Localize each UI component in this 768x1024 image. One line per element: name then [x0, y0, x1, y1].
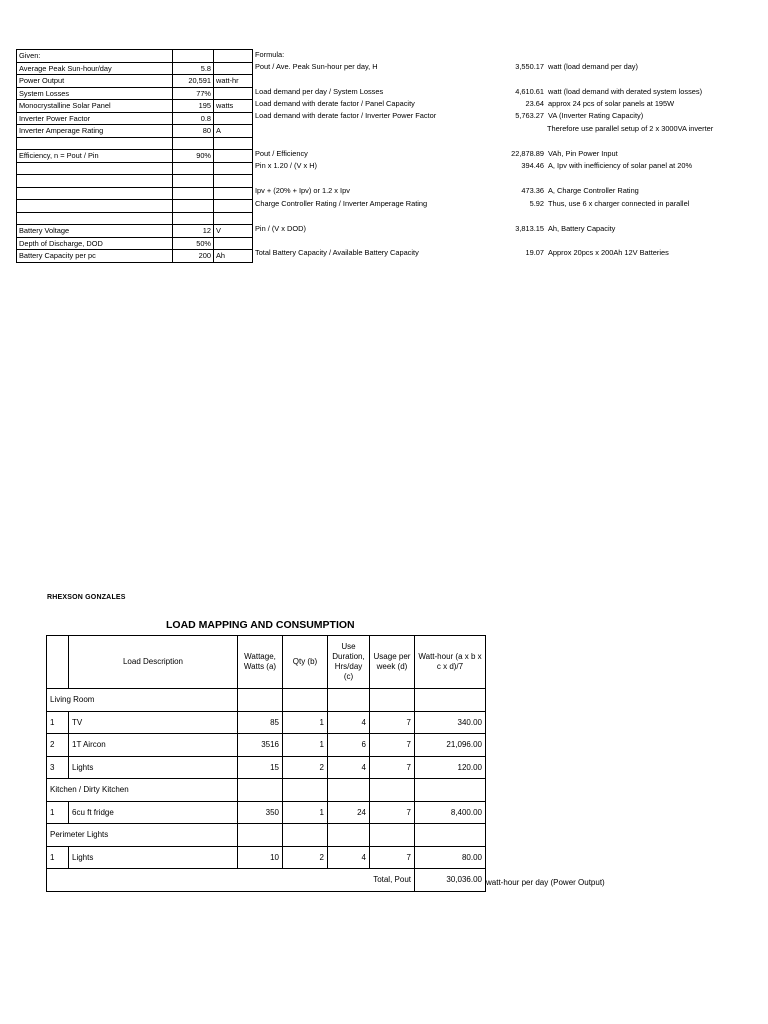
formula-expression: Load demand with derate factor / Inverter Power Factor — [255, 111, 437, 120]
given-row — [17, 175, 253, 188]
formula-description: Approx 20pcs x 200Ah 12V Batteries — [548, 248, 669, 257]
header-load-description: Load Description — [69, 636, 238, 689]
cell-desc: 1T Aircon — [69, 734, 238, 757]
formula-expression: Pout / Ave. Peak Sun-hour per day, H — [255, 62, 378, 71]
section-row — [47, 779, 486, 802]
given-label: Inverter Power Factor — [17, 112, 173, 125]
formula-expression: Pin x 1.20 / (V x H) — [255, 161, 318, 170]
given-unit — [214, 150, 253, 163]
formula-expression: Total Battery Capacity / Available Battery Capacity — [255, 248, 419, 257]
given-row — [17, 250, 253, 263]
given-row — [17, 200, 253, 213]
load-header-row — [47, 636, 486, 689]
given-value: 50% — [173, 237, 214, 250]
given-row — [17, 225, 253, 238]
cell-no: 1 — [47, 846, 69, 869]
cell-no: 3 — [47, 756, 69, 779]
given-label: Monocrystalline Solar Panel — [17, 100, 173, 113]
given-table — [16, 49, 253, 263]
given-value — [173, 212, 214, 225]
given-unit — [214, 112, 253, 125]
cell-qty: 1 — [283, 711, 328, 734]
cell-desc: TV — [69, 711, 238, 734]
header-qty: Qty (b) — [283, 636, 328, 689]
given-label — [17, 200, 173, 213]
given-row — [17, 125, 253, 138]
given-value — [173, 137, 214, 150]
given-value: 5.8 — [173, 62, 214, 75]
given-unit: watt-hr — [214, 75, 253, 88]
given-label: Efficiency, n = Pout / Pin — [17, 150, 173, 163]
given-row — [17, 100, 253, 113]
given-row — [17, 212, 253, 225]
cell-usage: 7 — [370, 801, 415, 824]
cell-no: 1 — [47, 801, 69, 824]
given-unit — [214, 200, 253, 213]
given-label: Depth of Discharge, DOD — [17, 237, 173, 250]
header-usage: Usage per week (d) — [370, 636, 415, 689]
formula-description: VAh, Pin Power Input — [548, 149, 618, 158]
given-unit — [214, 175, 253, 188]
given-value: 77% — [173, 87, 214, 100]
formula-result: 5.92 — [529, 199, 544, 208]
cell-desc: 6cu ft fridge — [69, 801, 238, 824]
cell-usage: 7 — [370, 756, 415, 779]
cell-wattage: 15 — [238, 756, 283, 779]
given-row — [17, 162, 253, 175]
given-value: 20,591 — [173, 75, 214, 88]
table-row — [47, 801, 486, 824]
given-label — [17, 212, 173, 225]
formula-description: Thus, use 6 x charger connected in parallel — [548, 199, 690, 208]
total-note: watt-hour per day (Power Output) — [486, 878, 605, 887]
load-mapping-table — [46, 635, 486, 892]
cell-wh: 80.00 — [415, 846, 486, 869]
given-label — [17, 187, 173, 200]
formula-expression: Load demand per day / System Losses — [255, 87, 384, 96]
formula-header: Formula: — [255, 50, 285, 59]
formula-result: 22,878.89 — [511, 149, 544, 158]
formula-description: watt (load demand with derated system losses) — [548, 87, 703, 96]
cell-wh: 8,400.00 — [415, 801, 486, 824]
section-name: Perimeter Lights — [47, 824, 238, 847]
given-unit: Ah — [214, 250, 253, 263]
formula-description: approx 24 pcs of solar panels at 195W — [548, 99, 675, 108]
cell-qty: 1 — [283, 801, 328, 824]
header-duration: Use Duration, Hrs/day (c) — [328, 636, 370, 689]
given-value: 80 — [173, 125, 214, 138]
given-header: Given: — [17, 50, 173, 63]
given-label: Battery Capacity per pc — [17, 250, 173, 263]
section-name: Kitchen / Dirty Kitchen — [47, 779, 238, 802]
given-unit — [214, 212, 253, 225]
formula-expression: Pout / Efficiency — [255, 149, 308, 158]
cell-usage: 7 — [370, 711, 415, 734]
cell-wattage: 350 — [238, 801, 283, 824]
cell-usage: 7 — [370, 734, 415, 757]
formula-result: 3,813.15 — [515, 224, 544, 233]
given-label: Inverter Amperage Rating — [17, 125, 173, 138]
cell-usage: 7 — [370, 846, 415, 869]
cell-qty: 2 — [283, 846, 328, 869]
given-unit — [214, 87, 253, 100]
author-name: RHEXSON GONZALES — [47, 594, 126, 601]
table-row — [47, 734, 486, 757]
total-row — [47, 869, 486, 892]
formula-expression: Pin / (V x DOD) — [255, 224, 306, 233]
given-label — [17, 162, 173, 175]
formula-description: Ah, Battery Capacity — [548, 224, 616, 233]
total-label: Total, Pout — [47, 869, 415, 892]
given-header-row — [17, 50, 253, 63]
cell-duration: 4 — [328, 711, 370, 734]
given-row — [17, 112, 253, 125]
formula-result: 4,610.61 — [515, 87, 544, 96]
given-value — [173, 200, 214, 213]
total-value: 30,036.00 — [415, 869, 486, 892]
given-row — [17, 187, 253, 200]
given-unit — [214, 162, 253, 175]
given-label: Battery Voltage — [17, 225, 173, 238]
formula-result: 473.36 — [521, 186, 544, 195]
cell-wattage: 10 — [238, 846, 283, 869]
given-value: 0.8 — [173, 112, 214, 125]
given-unit: A — [214, 125, 253, 138]
given-row — [17, 75, 253, 88]
given-value: 195 — [173, 100, 214, 113]
cell-wh: 21,096.00 — [415, 734, 486, 757]
given-label: Power Output — [17, 75, 173, 88]
given-row — [17, 237, 253, 250]
given-unit — [214, 137, 253, 150]
given-row — [17, 150, 253, 163]
given-label — [17, 175, 173, 188]
formula-result: 23.64 — [525, 99, 544, 108]
cell-wh: 120.00 — [415, 756, 486, 779]
given-value: 90% — [173, 150, 214, 163]
cell-wh: 340.00 — [415, 711, 486, 734]
given-label: System Losses — [17, 87, 173, 100]
formula-expression: Load demand with derate factor / Panel Capacity — [255, 99, 415, 108]
cell-desc: Lights — [69, 846, 238, 869]
given-unit — [214, 62, 253, 75]
cell-desc: Lights — [69, 756, 238, 779]
formula-expression: Charge Controller Rating / Inverter Amperage Rating — [255, 199, 428, 208]
cell-qty: 2 — [283, 756, 328, 779]
cell-duration: 4 — [328, 846, 370, 869]
given-value — [173, 175, 214, 188]
cell-wattage: 85 — [238, 711, 283, 734]
table-row — [47, 846, 486, 869]
section-row — [47, 689, 486, 712]
cell-duration: 6 — [328, 734, 370, 757]
cell-no: 2 — [47, 734, 69, 757]
header-wattage: Wattage, Watts (a) — [238, 636, 283, 689]
formula-description: watt (load demand per day) — [548, 62, 638, 71]
section-name: Living Room — [47, 689, 238, 712]
formula-result: 394.46 — [521, 161, 544, 170]
given-row — [17, 137, 253, 150]
section-row — [47, 824, 486, 847]
given-label: Average Peak Sun-hour/day — [17, 62, 173, 75]
given-label — [17, 137, 173, 150]
given-value: 200 — [173, 250, 214, 263]
given-unit — [214, 187, 253, 200]
load-table-title: LOAD MAPPING AND CONSUMPTION — [166, 619, 355, 631]
formula-result: 3,550.17 — [515, 62, 544, 71]
cell-duration: 24 — [328, 801, 370, 824]
formula-description: A, Ipv with inefficiency of solar panel at 20% — [548, 161, 693, 170]
given-value — [173, 187, 214, 200]
formula-description: A, Charge Controller Rating — [548, 186, 639, 195]
table-row — [47, 711, 486, 734]
given-row — [17, 62, 253, 75]
given-unit: V — [214, 225, 253, 238]
given-unit — [214, 237, 253, 250]
formula-result: 19.07 — [525, 248, 544, 257]
table-row — [47, 756, 486, 779]
formula-expression: Ipv + (20% + Ipv) or 1.2 x Ipv — [255, 186, 350, 195]
cell-no: 1 — [47, 711, 69, 734]
formula-description: Therefore use parallel setup of 2 x 3000VA inverter — [547, 124, 714, 133]
given-unit: watts — [214, 100, 253, 113]
formula-description: VA (Inverter Rating Capacity) — [548, 111, 644, 120]
given-value — [173, 162, 214, 175]
header-watt-hour: Watt-hour (a x b x c x d)/7 — [415, 636, 486, 689]
cell-qty: 1 — [283, 734, 328, 757]
cell-wattage: 3516 — [238, 734, 283, 757]
cell-duration: 4 — [328, 756, 370, 779]
given-row — [17, 87, 253, 100]
formula-result: 5,763.27 — [515, 111, 544, 120]
given-value: 12 — [173, 225, 214, 238]
